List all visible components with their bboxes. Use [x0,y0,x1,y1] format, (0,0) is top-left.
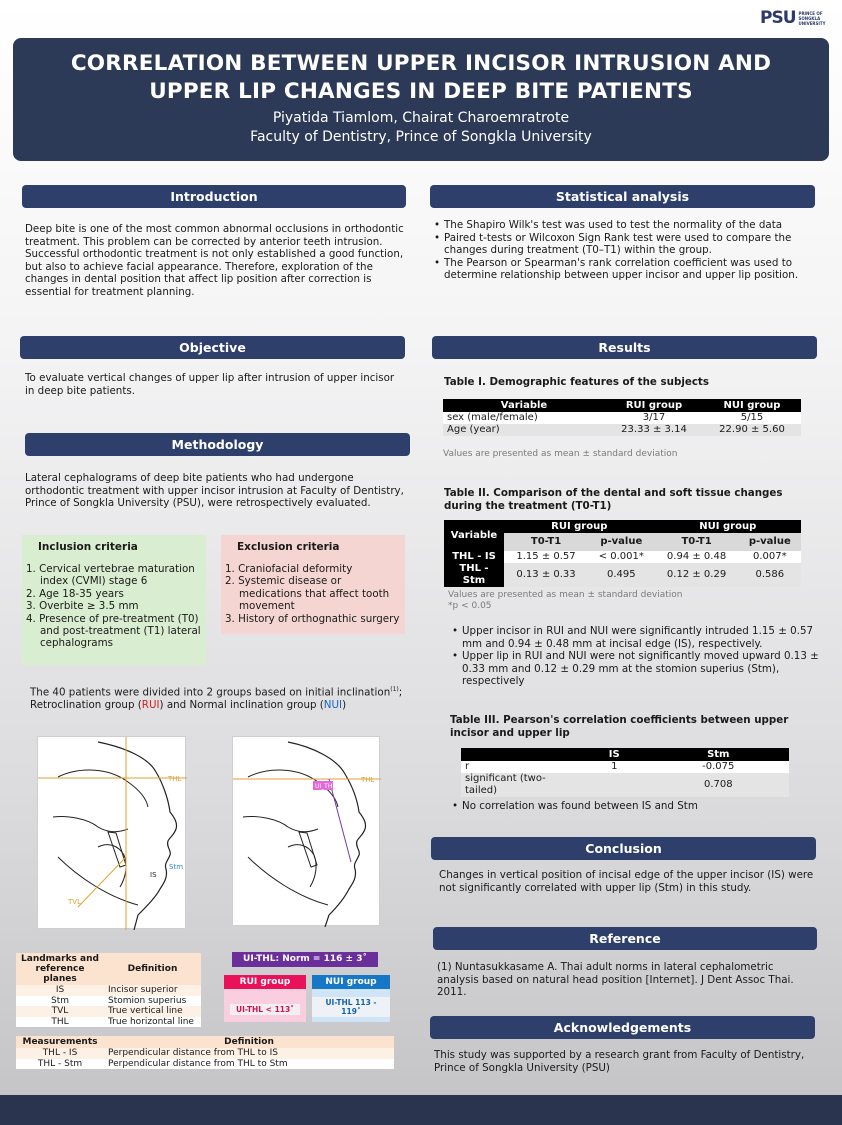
landmark-cell: TVL [16,1006,104,1017]
exclusion-criteria-box [221,535,405,634]
table-cell: 0.12 ± 0.29 [655,563,739,587]
nui-header: NUI group [655,520,801,533]
definition-cell: Incisor superior [104,985,201,996]
table-cell: 0.708 [648,773,789,797]
table-row [16,985,201,996]
table-header-row [444,520,801,533]
acknowledgements-text: This study was supported by a research grant from Faculty of Dentistry, Prince of Songkla University (PSU) [434,1049,805,1074]
variable-header: Variable [444,520,504,551]
table-cell: sex (male/female) [443,412,605,424]
inclusion-item: 2. Age 18-35 years [26,587,124,600]
rui-group-header: RUI group [224,975,306,989]
table-header-row [461,748,789,761]
table-row [16,1006,201,1017]
table-row [16,996,201,1007]
table2-significance-note: *p < 0.05 [448,601,492,611]
table3-caption: Table III. Pearson's correlation coefficients between upper incisor and upper lip [450,714,789,739]
landmarks-col-header: Landmarks and reference planes [16,953,104,985]
nui-header: NUI group [703,399,801,412]
rui-abbrev: RUI [141,699,160,712]
measurement-cell: THL - IS [16,1048,104,1059]
results-heading: Results [432,336,817,359]
palatal-line [243,816,318,831]
table-row [16,1017,201,1028]
cephalogram-tracing-2 [232,736,380,926]
definition-cell: Perpendicular distance from THL to IS [104,1048,394,1059]
groups-text-c: Retroclination group ( [30,699,142,712]
rui-range: UI-THL < 113˚ [230,1004,300,1015]
inclusion-item: 4. Presence of pre-treatment (T0) and post-treatment (T1) lateral cephalograms [26,612,201,650]
definition-cell: True horizontal line [104,1017,201,1028]
correlation-bullets [452,800,822,813]
statistical-item: • Paired t-tests or Wilcoxon Sign Rank test were used to compare the changes during treatment (T0–T1) within the group. [434,232,819,257]
objective-text: To evaluate vertical changes of upper lip after intrusion of upper incisor in deep bite patients. [25,372,395,397]
table-row [461,773,789,797]
incisor-outline [299,832,317,867]
correlation-table [461,748,789,797]
table-row [16,1048,394,1059]
groups-text [30,684,410,712]
table1-note: Values are presented as mean ± standard deviation [443,449,678,459]
subheader-cell: p-value [739,533,801,551]
reference-superscript: (1) [390,686,399,693]
methodology-heading: Methodology [25,433,410,456]
groups-text-a: The 40 patients were divided into 2 groups based on initial inclination [30,686,391,699]
tvl-label: TVL [68,898,81,906]
results-bullet: • Upper incisor in RUI and NUI were significantly intruded 1.15 ± 0.57 mm and 0.94 ± 0.48 mm at incisal edge (IS), respectively. [452,625,822,650]
rui-header: RUI group [605,399,703,412]
table-header-row [16,1036,394,1048]
reference-text: (1) Nuntasukkasame A. Thai adult norms in lateral cephalometric analysis based on natural head position [Internet]. J Dent Assoc Thai. 2011. [437,961,794,999]
correlation-bullet: • No correlation was found between IS and Stm [452,800,822,813]
comparison-table [444,520,801,587]
table-row [444,551,801,563]
palatal-line [53,816,128,831]
table-cell: 0.586 [739,563,801,587]
table-row [443,412,801,424]
table-cell: significant (two-tailed) [461,773,581,797]
table-cell: 23.33 ± 3.14 [605,424,703,436]
stm-label: Stm [169,863,184,871]
definition-cell: True vertical line [104,1006,201,1017]
table-cell: THL - IS [444,551,504,563]
table1-caption: Table I. Demographic features of the subjects [444,376,709,388]
ui-thl-norm-badge: UI-THL: Norm = 116 ± 3˚ [232,952,378,967]
affiliation: Faculty of Dentistry, Prince of Songkla University [250,129,592,145]
subheader-cell: p-value [588,533,654,551]
cranial-base-line [58,770,148,807]
results-bullet: • Upper lip in RUI and NUI were not significantly moved upward 0.13 ± 0.33 mm and 0.12 ± 0.29 mm at the stomion superius (Stm), respectively [452,650,822,688]
table-row [461,761,789,773]
definition-col-header: Definition [104,953,201,985]
exclusion-heading: Exclusion criteria [237,541,340,553]
statistical-list [434,219,819,282]
table-cell: THL - Stm [444,563,504,587]
nui-group-header: NUI group [312,975,390,989]
logo-subtext [799,11,826,26]
groups-text-d: ) and Normal inclination group ( [159,699,324,712]
molar-outline [288,845,316,887]
table-cell: 3/17 [605,412,703,424]
measurements-col-header: Measurements [16,1036,104,1048]
conclusion-text: Changes in vertical position of incisal edge of the upper incisor (IS) were not significantly correlated with upper lip (Stm) in this study. [439,869,814,894]
introduction-heading: Introduction [22,185,406,208]
is-label: IS [150,871,157,879]
inclusion-criteria-box [22,535,206,665]
landmark-cell: Stm [16,996,104,1007]
table2-caption: Table II. Comparison of the dental and soft tissue changes during the treatment (T0-T1) [444,487,783,512]
table-cell: 1 [581,761,648,773]
table-cell: 0.495 [588,563,654,587]
title-line1: CORRELATION BETWEEN UPPER INCISOR INTRUSION AND [70,51,772,76]
subheader-cell: T0-T1 [504,533,588,551]
groups-text-b: ; [398,686,403,699]
statistical-heading: Statistical analysis [430,185,815,208]
table-header-row [16,953,201,985]
tvl-diagonal [78,857,126,907]
definition-cell: Perpendicular distance from THL to Stm [104,1059,394,1070]
table-cell: 5/15 [703,412,801,424]
table-cell: 0.007* [739,551,801,563]
rui-header: RUI group [504,520,655,533]
exclusion-item: 1. Craniofacial deformity [225,563,353,575]
thl-label: THL [168,775,182,783]
table-cell: 1.15 ± 0.57 [504,551,588,563]
inclusion-heading: Inclusion criteria [38,541,138,553]
subheader-cell: T0-T1 [655,533,739,551]
introduction-text: Deep bite is one of the most common abnormal occlusions in orthodontic treatment. This problem can be corrected by anterior teeth intrusion. Successful orthodontic treatment is not only established a good function, but also to achieve facial appearance. Therefore, exploration of the changes in dental position that affect lip position after correction is essential for treatment planning. [25,223,404,298]
measurements-table [16,1036,394,1069]
reference-heading: Reference [433,927,817,950]
table-row [16,1059,394,1070]
ui-thl-label: UI_THL [315,783,336,790]
logo-line3: UNIVERSITY [798,20,826,26]
table-cell: 22.90 ± 5.60 [703,424,801,436]
stm-header: Stm [648,748,789,761]
nui-range: UI-THL 113 - 119˚ [312,997,390,1017]
table-cell: < 0.001* [588,551,654,563]
table-cell: 0.13 ± 0.33 [504,563,588,587]
results-bullets [452,625,822,688]
definition-cell: Stomion superius [104,996,201,1007]
table-row [444,563,801,587]
methodology-text: Lateral cephalograms of deep bite patients who had undergone orthodontic treatment with upper incisor intrusion at Faculty of Dentistry, Prince of Songkla University (PSU), were retrospectively evaluated. [25,472,404,510]
table-cell: Age (year) [443,424,605,436]
groups-text-e: ) [342,699,347,712]
title-banner [13,38,829,161]
table-cell: 0.94 ± 0.48 [655,551,739,563]
nui-group-box [312,989,390,1022]
empty-header [461,748,581,761]
psu-logo [760,6,826,30]
landmark-cell: IS [16,985,104,996]
landmark-cell: THL [16,1017,104,1028]
cephalogram-tracing-1 [37,736,186,929]
inclusion-item: 3. Overbite ≥ 3.5 mm [26,600,139,613]
cephalogram-2-svg [233,737,381,927]
table-header-row [443,399,801,412]
ui-axis-line [329,779,351,862]
acknowledgements-heading: Acknowledgements [430,1016,815,1039]
landmarks-table [16,953,201,1027]
rui-group-box [224,989,306,1022]
authors: Piyatida Tiamlom, Chairat Charoemratrote [272,110,570,126]
conclusion-heading: Conclusion [431,837,816,860]
poster-title [13,38,829,106]
exclusion-item: 3. History of orthognathic surgery [225,612,400,625]
incisor-outline [108,832,126,867]
statistical-item: • The Shapiro Wilk's test was used to test the normality of the data [434,219,819,232]
logo-line1: PRINCE OF [798,10,823,16]
footer-bar [0,1095,842,1125]
thl-label: THL [361,776,375,784]
statistical-item: • The Pearson or Spearman's rank correlation coefficient was used to determine relationship between upper incisor and upper lip position. [434,257,819,282]
definition-col-header: Definition [104,1036,394,1048]
table-cell: r [461,761,581,773]
exclusion-item: 2. Systemic disease or medications that affect tooth movement [225,575,390,613]
objective-heading: Objective [20,336,405,359]
measurement-cell: THL - Stm [16,1059,104,1070]
logo-line2: SONGKLA [798,15,821,21]
table2-note: Values are presented as mean ± standard deviation [448,590,683,600]
logo-text: PSU [760,8,796,28]
nui-abbrev: NUI [323,699,343,712]
table-row [443,424,801,436]
exclusion-list [225,563,401,625]
demographics-table [443,399,801,436]
inclusion-item: 1. Cervical vertebrae maturation index (CVMI) stage 6 [26,563,195,588]
title-line2: UPPER LIP CHANGES IN DEEP BITE PATIENTS [149,79,693,104]
table-cell [581,773,648,797]
inclusion-list [26,563,202,650]
variable-header: Variable [443,399,605,412]
table-cell: -0.075 [648,761,789,773]
is-header: IS [581,748,648,761]
cephalogram-1-svg [38,737,187,930]
